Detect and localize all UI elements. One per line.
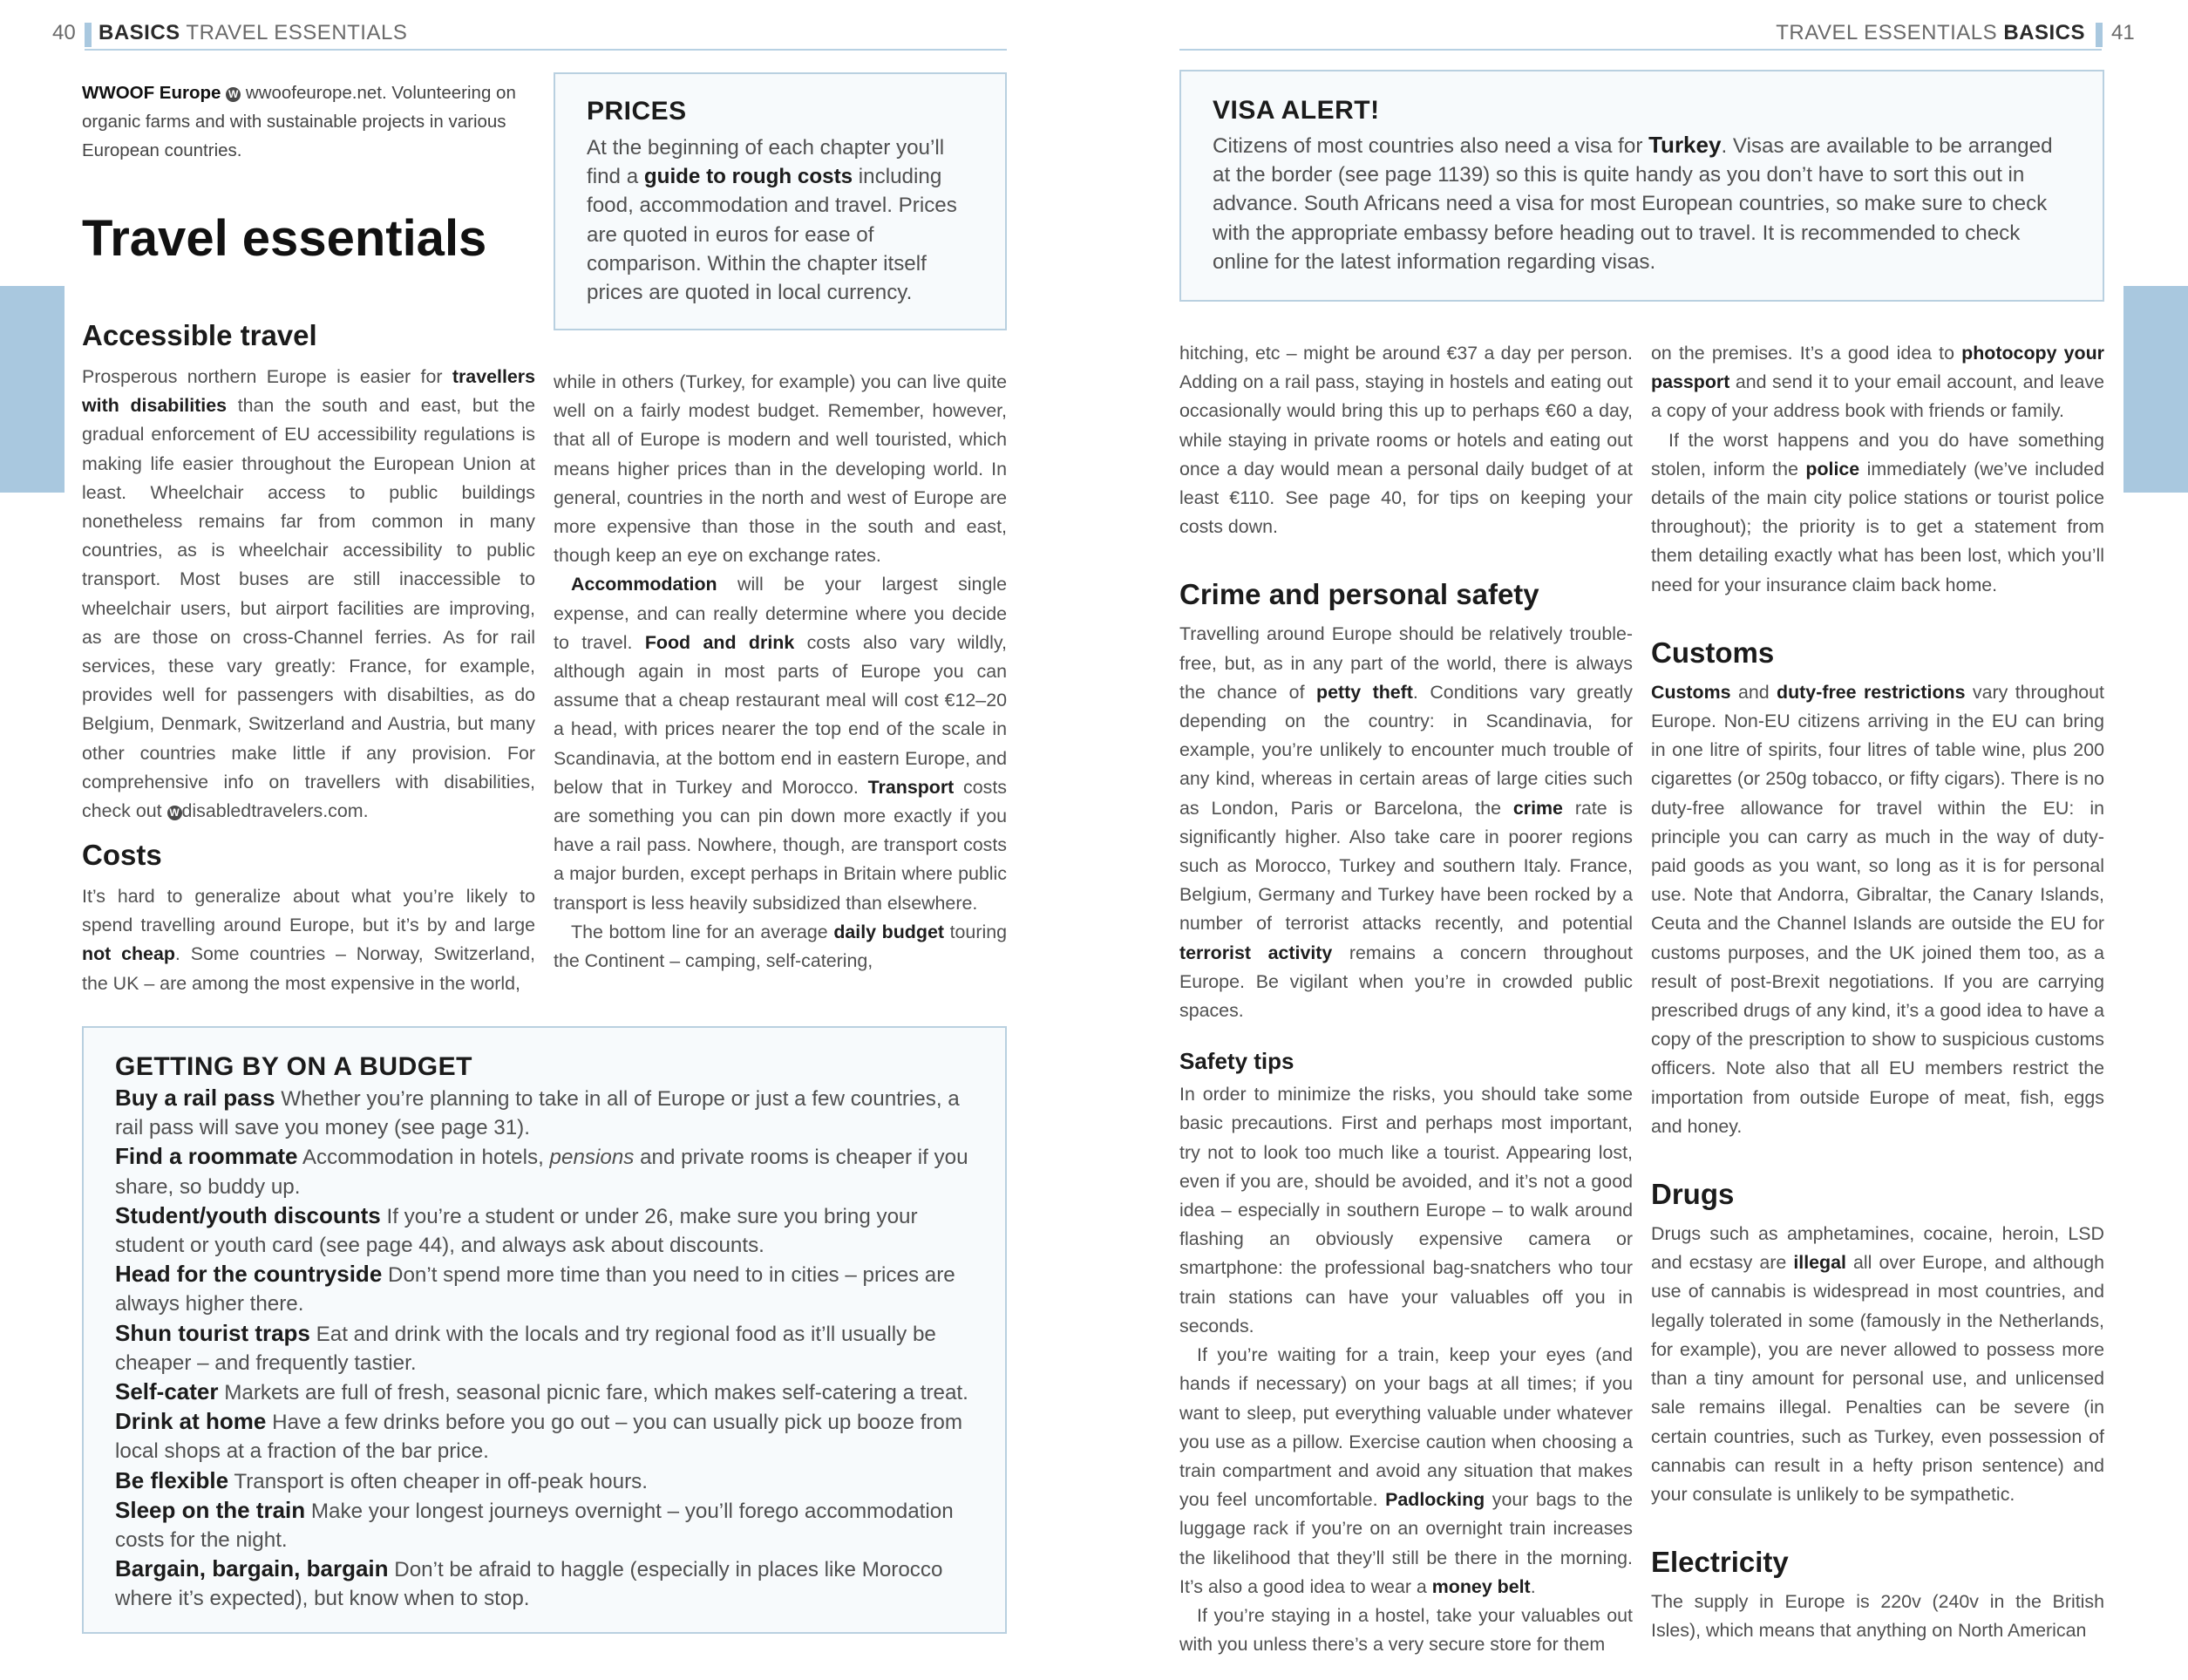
- budget-tip: [115, 1260, 975, 1318]
- prices-text: At the beginning of each chapter you’ll find a guide to rough costs including food, accommodation and travel. Prices are quoted in euros for ease of comparison. Within the chapter itself prices are quoted in local currency.: [587, 136, 957, 305]
- budget-heading: GETTING BY ON A BUDGET: [115, 1052, 472, 1081]
- budget-tip: [115, 1554, 975, 1613]
- electricity-text: The supply in Europe is 220v (240v in the British Isles), which means that anything on North American: [1651, 1591, 2104, 1642]
- theft-continued-text: on the premises. It’s a good idea to photocopy your passport and send it to your email account, and leave a copy of your address book with friends or family. If the worst happens and you do have something stolen, inform the police immediately (we’ve included details of the main city police stations or tourist police throughout); the priority is to get a statement from them detailing exactly what has been lost, which you’ll need for your insurance claim back home.: [1651, 343, 2104, 595]
- budget-tip-text: Markets are full of fresh, seasonal picnic fare, which makes self-catering a treat.: [218, 1381, 968, 1405]
- crime-heading: Crime and personal safety: [1179, 578, 1539, 611]
- drugs-text: Drugs such as amphetamines, cocaine, heroin, LSD and ecstasy are illegal all over Europe, and although use of cannabis is widespread in most countries, and legally tolerated in some (famously in the Netherlands, for example), you are never allowed to possess more than a tiny amount for personal use, and unlicensed sale remains illegal. Penalties can be severe (in certain countries, such as Turkey, even possession of cannabis can result in a hefty prison sentence) and your consulate is unlikely to be sympathetic.: [1651, 1223, 2104, 1505]
- budget-tip: [115, 1377, 975, 1407]
- budget-tip-title: Head for the countryside: [115, 1261, 383, 1288]
- page-number-right: 41: [2111, 21, 2135, 44]
- drugs-heading: Drugs: [1651, 1178, 1735, 1211]
- costs-section: [82, 839, 535, 998]
- budget-tip-title: Buy a rail pass: [115, 1085, 275, 1111]
- budget-tip: [115, 1201, 975, 1260]
- header-marker-right: [2096, 23, 2103, 47]
- budget-continued-text: hitching, etc – might be around €37 a day per person. Adding on a rail pass, staying in hostels and eating out occasionally would bring this up to perhaps €60 a day, while staying in private rooms or hotels and eating out once a day would mean a personal daily budget of at least €110. See page 40, for tips on keeping your costs down.: [1179, 343, 1633, 538]
- budget-tip-text: Whether you’re planning to take in all of Europe or just a few countries, a rail pass will save you money (see page 31).: [115, 1087, 960, 1140]
- header-chapter: TRAVEL ESSENTIALS: [1776, 21, 1998, 44]
- budget-tip-title: Self-cater: [115, 1378, 219, 1405]
- web-icon: W: [226, 87, 241, 102]
- wwoof-url[interactable]: wwoofeurope.net: [245, 83, 382, 103]
- header-section: BASICS: [99, 21, 180, 44]
- budget-tip-title: Bargain, bargain, bargain: [115, 1555, 389, 1582]
- disabledtravelers-link[interactable]: disabledtravelers.com: [181, 800, 364, 822]
- budget-tip: [115, 1142, 975, 1200]
- budget-tip-text: Don’t be afraid to haggle (especially in places like Morocco where it’s expected), but know when to stop.: [115, 1558, 943, 1611]
- budget-box: [82, 1026, 1007, 1634]
- prices-heading: PRICES: [587, 97, 687, 126]
- safety-tips-text: In order to minimize the risks, you should take some basic precautions. First and perhaps most important, try not to look too much like a tourist. Appearing lost, even if you are, should be avoided, and it’s not a good idea – especially in southern Europe – to walk around flashing an obviously expensive camera or smartphone: the professional bag-snatchers who tour train stations can have your valuables off you in seconds. If you’re waiting for a train, keep your eyes (and hands if necessary) on your bags at all times; if you want to sleep, put everything valuable under whatever you use as a pillow. Exercise caution when choosing a train compartment and avoid any situation that makes you feel uncomfortable. Padlocking your bags to the luggage rack if you’re on an overnight train increases the likelihood that they’ll still be there in the morning. It’s also a good idea to wear a money belt. If you’re staying in a hostel, take your valuables out with you unless there’s a very secure store for them: [1179, 1084, 1633, 1656]
- wwoof-text: . Volunteering on organic farms and with sustainable projects in various European countries.: [82, 83, 516, 160]
- visa-alert-box: [1179, 70, 2104, 302]
- budget-tip-text: Have a few drinks before you go out – you can usually pick up booze from local shops at a fraction of the bar price.: [115, 1411, 963, 1464]
- budget-tip-title: Student/youth discounts: [115, 1201, 381, 1228]
- running-header-left: [99, 21, 407, 45]
- budget-tip: [115, 1496, 975, 1554]
- web-icon: W: [167, 806, 182, 820]
- thumb-tab-right: [2123, 286, 2188, 493]
- budget-tip: [115, 1084, 975, 1142]
- header-section: BASICS: [2003, 21, 2085, 44]
- budget-tip-text: Accommodation in hotels, pensions and private rooms is cheaper if you share, so buddy up.: [115, 1146, 968, 1199]
- thumb-tab-left: [0, 286, 65, 493]
- accessible-travel-section: [82, 319, 535, 826]
- budget-tip-text: Don’t spend more time than you need to in cities – prices are always higher there.: [115, 1263, 955, 1316]
- electricity-heading: Electricity: [1651, 1546, 1789, 1579]
- prices-box: [554, 72, 1007, 330]
- budget-tip-text: Transport is often cheaper in off-peak hours.: [228, 1469, 648, 1493]
- visa-text: Citizens of most countries also need a visa for Turkey. Visas are available to be arranged at the border (see page 1139) so this is quite handy as you don’t have to sort this out in advance. South Africans need a visa for most European countries, so make sure to check with the appropriate embassy before heading out to travel. It is recommended to check online for the latest information regarding visas.: [1213, 132, 2053, 274]
- page-title: Travel essentials: [82, 210, 487, 267]
- visa-heading: VISA ALERT!: [1213, 96, 1380, 125]
- wwoof-name: WWOOF Europe: [82, 83, 221, 103]
- budget-tip: [115, 1407, 975, 1466]
- budget-tip-text: Make your longest journeys overnight – you’ll forego accommodation costs for the night.: [115, 1499, 954, 1553]
- budget-tips: [115, 1084, 975, 1614]
- costs-heading: Costs: [82, 839, 162, 871]
- column-3: [1179, 339, 1633, 1659]
- page-number-left: 40: [52, 21, 76, 44]
- header-marker-left: [85, 23, 92, 47]
- column-4: [1651, 339, 2104, 1646]
- crime-text: Travelling around Europe should be relatively trouble-free, but, as in any part of the world, there is always the chance of petty theft. Conditions vary greatly depending on the country: in Scandinavia, for example, you’re unlikely to encounter much trouble of any kind, whereas in certain areas of large cities such as London, Paris or Barcelona, the crime rate is significantly higher. Also take care in poorer regions such as Morocco, Turkey and southern Italy. France, Belgium, Germany and Turkey have been rocked by a number of terrorist attacks recently, and potential terrorist activity remains a concern throughout Europe. Be vigilant when you’re in crowded public spaces.: [1179, 623, 1633, 1022]
- budget-tip: [115, 1466, 975, 1496]
- header-rule-left: [85, 49, 1007, 51]
- costs-text: It’s hard to generalize about what you’re likely to spend travelling around Europe, but it’s by and large not cheap. Some countries – Norway, Switzerland, the UK – are among the most expensive in the world,: [82, 886, 535, 994]
- accessible-travel-heading: Accessible travel: [82, 319, 317, 351]
- budget-tip-title: Find a roommate: [115, 1143, 298, 1170]
- accessible-travel-text: Prosperous northern Europe is easier for travellers with disabilities than the south and east, but the gradual enforcement of EU accessibility regulations is making life easier throughout the European Union at least. Wheelchair access to public buildings nonetheless remains far from common in many countries, as is wheelchair accessibility to public transport. Most buses are still inaccessible to wheelchair users, but airport facilities are improving, as are those on cross-Channel ferries. As for rail services, these vary greatly: France, for example, provides well for passengers with disabilties, as do Belgium, Denmark, Switzerland and Austria, but many other countries make little if any provision. For comprehensive info on travellers with disabilities, check out W disabledtravelers.com.: [82, 366, 535, 822]
- budget-tip-title: Drink at home: [115, 1408, 267, 1435]
- customs-heading: Customs: [1651, 636, 1775, 669]
- costs-continued: while in others (Turkey, for example) you can live quite well on a fairly modest budget. Remember, however, that all of Europe is modern and well touristed, which means higher prices than in the developing world. In general, countries in the north and west of Europe are more expensive than those in the south and east, though keep an eye on exchange rates. Accommodation will be your largest single expense, and can really determine where you decide to travel. Food and drink costs also vary wildly, although again in most parts of Europe you can assume that a cheap restaurant meal will cost €12–20 a head, with prices nearer the top end of the scale in Scandinavia, at the bottom end in eastern Europe, and below that in Turkey and Morocco. Transport costs are something you can pin down more exactly if you have a rail pass. Nowhere, though, are transport costs a major burden, except perhaps in Britain where public transport is less heavily subsidized than elsewhere. The bottom line for an average daily budget touring the Continent – camping, self-catering,: [554, 371, 1007, 972]
- wwoof-listing: [82, 78, 535, 165]
- customs-text: Customs and duty-free restrictions vary throughout Europe. Non-EU citizens arriving in the EU can bring in one litre of spirits, four litres of table wine, plus 200 cigarettes (or 250g tobacco, or fifty cigars). There is no duty-free allowance for travel within the EU: in principle you can carry as much in the way of duty-paid goods as you want, so long as it is for personal use. Note that Andorra, Gibraltar, the Canary Islands, Ceuta and the Channel Islands are outside the EU for customs purposes, and the UK joined them too, as a result of post-Brexit negotiations. If you are carrying prescribed drugs of any kind, it’s a good idea to have a copy of the prescription to show to suspicious customs officers. Note also that all EU members restrict the importation from outside Europe of meat, fish, eggs and honey.: [1651, 681, 2104, 1137]
- budget-tip-text: Eat and drink with the locals and try regional food as it’ll usually be cheaper – and frequently tastier.: [115, 1322, 936, 1375]
- header-rule-right: [1179, 49, 2102, 51]
- budget-tip-text: If you’re a student or under 26, make sure you bring your student or youth card (see page 44), and always ask about discounts.: [115, 1204, 918, 1258]
- budget-tip: [115, 1319, 975, 1377]
- running-header-right: [1776, 21, 2085, 45]
- safety-tips-heading: Safety tips: [1179, 1048, 1294, 1075]
- header-chapter: TRAVEL ESSENTIALS: [186, 21, 408, 44]
- budget-tip-title: Be flexible: [115, 1466, 229, 1493]
- budget-tip-title: Shun tourist traps: [115, 1319, 310, 1346]
- budget-tip-title: Sleep on the train: [115, 1496, 306, 1523]
